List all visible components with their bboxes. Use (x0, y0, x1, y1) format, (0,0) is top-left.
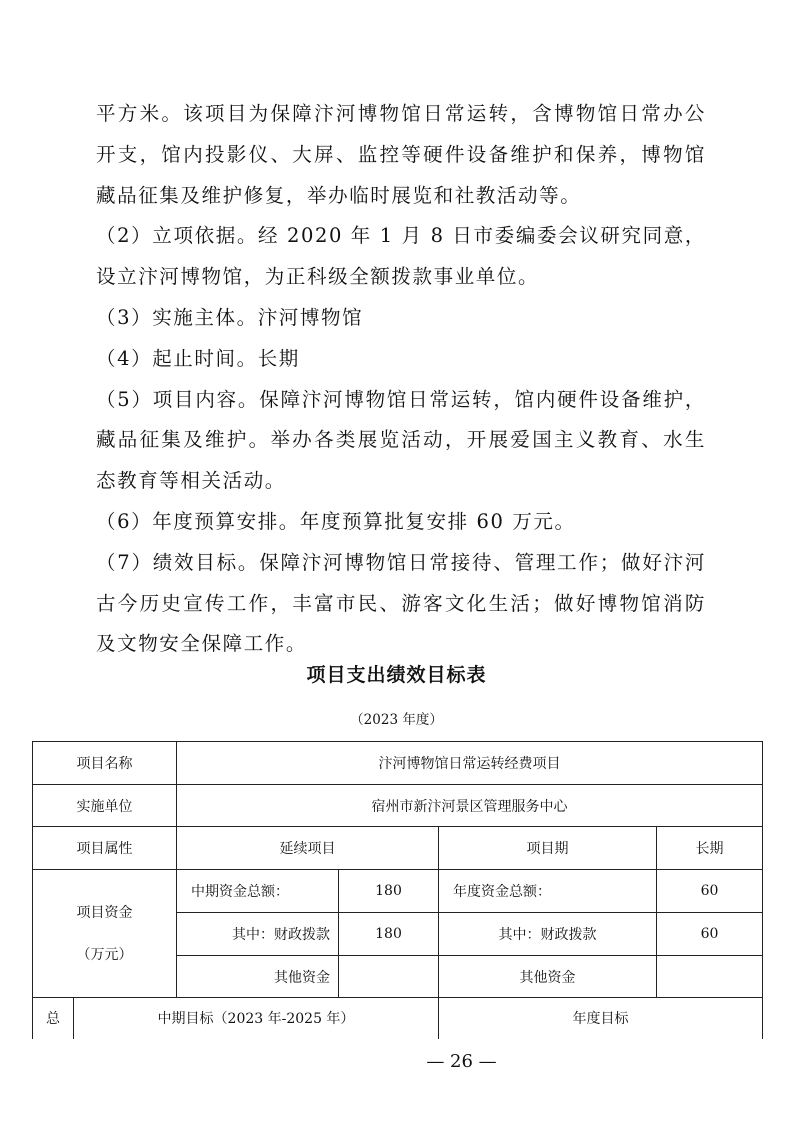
mid-term-other-value (339, 956, 439, 998)
mid-term-other-label: 其他资金 (177, 956, 339, 998)
project-funds-label (33, 870, 177, 998)
paragraph-budget: （6）年度预算安排。年度预算批复安排 60 万元。 (96, 509, 576, 533)
mid-term-total-label: 中期资金总额： (177, 870, 339, 913)
implementing-unit-value: 宿州市新汴河景区管理服务中心 (177, 785, 763, 827)
project-attribute-label: 项目属性 (33, 827, 177, 870)
mid-term-total-value: 180 (339, 870, 439, 913)
paragraph-basis: （2）立项依据。经 2020 年 1 月 8 日市委编委会议研究同意，设立汴河博物馆，为正科级全额拨款事业单位。 (96, 224, 706, 289)
funds-label-line-1: 项目资金 (76, 904, 133, 921)
mid-term-fiscal-value: 180 (339, 913, 439, 956)
project-attribute-value: 延续项目 (177, 827, 439, 870)
table-row (33, 785, 763, 827)
table-subtitle: （2023 年度） (350, 712, 443, 728)
paragraph-subject: （3）实施主体。汴河博物馆 (96, 305, 364, 329)
annual-total-value: 60 (657, 870, 763, 913)
annual-other-label: 其他资金 (439, 956, 657, 998)
paragraph-scope: 平方米。该项目为保障汴河博物馆日常运转，含博物馆日常办公开支，馆内投影仪、大屏、监控等硬件设备维护和保养，博物馆藏品征集及维护修复，举办临时展览和社教活动等。 (96, 102, 706, 207)
annual-other-value (657, 956, 763, 998)
paragraph-goals: （7）绩效目标。保障汴河博物馆日常接待、管理工作；做好汴河古今历史宣传工作，丰富市民、游客文化生活；做好博物馆消防及文物安全保障工作。 (96, 550, 706, 656)
project-period-label: 项目期 (439, 827, 657, 870)
project-name-value: 汴河博物馆日常运转经费项目 (177, 742, 763, 785)
paragraph-period: （4）起止时间。长期 (96, 346, 300, 370)
overall-goal-side-label: 总 (33, 998, 74, 1039)
table-row (33, 870, 763, 913)
project-name-label: 项目名称 (33, 742, 177, 785)
table-row (33, 998, 763, 1039)
table-title: 项目支出绩效目标表 (306, 664, 487, 686)
mid-term-fiscal-label: 其中：财政拨款 (177, 913, 339, 956)
mid-term-goal-header: 中期目标（2023 年-2025 年） (74, 998, 439, 1039)
paragraph-content: （5）项目内容。保障汴河博物馆日常运转，馆内硬件设备维护，藏品征集及维护。举办各类展览活动，开展爱国主义教育、水生态教育等相关活动。 (96, 387, 706, 493)
annual-fiscal-value: 60 (657, 913, 763, 956)
annual-goal-header: 年度目标 (439, 998, 763, 1039)
page-number: — 26 — (426, 1051, 497, 1072)
table-row (33, 827, 763, 870)
body-text (96, 94, 706, 665)
performance-table (32, 741, 763, 1039)
table-row (33, 742, 763, 785)
annual-total-label: 年度资金总额： (439, 870, 657, 913)
annual-fiscal-label: 其中：财政拨款 (439, 913, 657, 956)
project-period-value: 长期 (657, 827, 763, 870)
funds-label-line-2: （万元） (76, 946, 133, 963)
implementing-unit-label: 实施单位 (33, 785, 177, 827)
